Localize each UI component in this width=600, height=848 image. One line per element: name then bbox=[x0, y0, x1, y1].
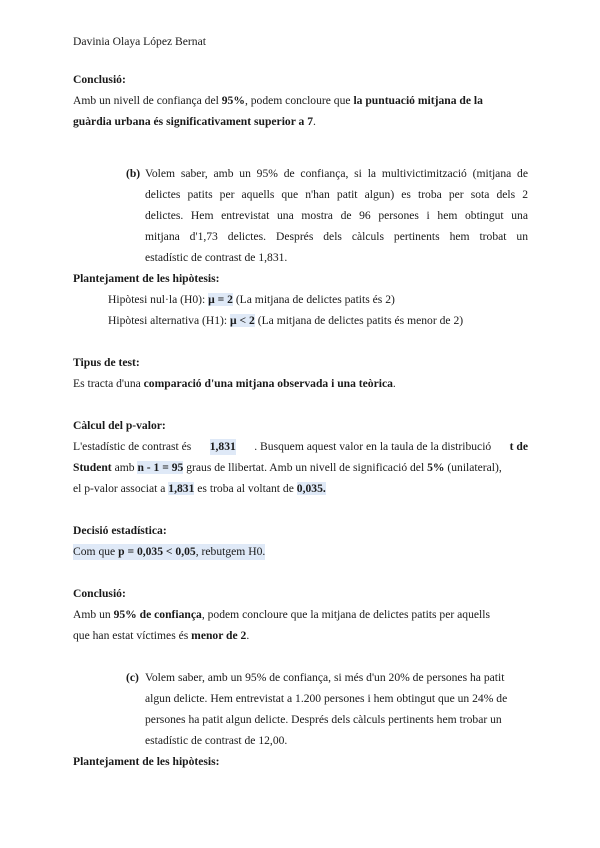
part-b-decision-text: Com que p = 0,035 < 0,05, rebutgem H0. bbox=[73, 545, 266, 558]
part-b-h1: Hipòtesi alternativa (H1): μ < 2 (La mitjana de delictes patits és menor de 2) bbox=[108, 314, 464, 327]
part-b-conclusion-line-1: Amb un 95% de confiança, podem concloure que la mitjana de delictes patits per aquells bbox=[73, 608, 490, 621]
part-c-line-4: estadístic de contrast de 12,00. bbox=[145, 734, 288, 747]
conclusion-a-heading: Conclusió: bbox=[73, 73, 126, 86]
part-c-hypothesis-heading: Plantejament de les hipòtesis: bbox=[73, 755, 220, 768]
part-b-line-4: mitjana d'1,73 delictes. Després dels càlculs pertinents hem trobat un bbox=[145, 230, 528, 243]
part-b-pvalue-heading: Càlcul del p-valor: bbox=[73, 419, 166, 432]
part-b-line-5: estadístic de contrast de 1,831. bbox=[145, 251, 288, 264]
part-b-line-3: delictes. Hem entrevistat una mostra de 96 persones i hem obtingut una bbox=[145, 209, 528, 222]
part-b-line-2: delictes patits per aquells que n'han patit algun) es troba per sota dels 2 bbox=[145, 188, 528, 201]
part-b-label: (b) bbox=[126, 167, 141, 180]
part-b-pvalue-line-3: el p-valor associat a 1,831 es troba al voltant de 0,035. bbox=[73, 482, 326, 495]
part-b-h0: Hipòtesi nul·la (H0): μ = 2 (La mitjana de delictes patits és 2) bbox=[108, 293, 395, 306]
part-b-pvalue-line-2: Student amb n - 1 = 95 graus de llibertat. Amb un nivell de significació del 5% (unilateral), bbox=[73, 461, 502, 474]
part-b-hypothesis-heading: Plantejament de les hipòtesis: bbox=[73, 272, 220, 285]
part-b-pvalue-line-1: L'estadístic de contrast és 1,831 . Busquem aquest valor en la taula de la distribució t de bbox=[73, 440, 528, 453]
part-b-test-text: Es tracta d'una comparació d'una mitjana observada i una teòrica. bbox=[73, 377, 396, 390]
part-b-conclusion-heading: Conclusió: bbox=[73, 587, 126, 600]
part-b-line-1: Volem saber, amb un 95% de confiança, si la multivictimització (mitjana de bbox=[145, 167, 528, 180]
part-c-label: (c) bbox=[126, 671, 139, 684]
part-c-line-1: Volem saber, amb un 95% de confiança, si més d'un 20% de persones ha patit bbox=[145, 671, 505, 684]
part-b-test-heading: Tipus de test: bbox=[73, 356, 140, 369]
part-b-conclusion-line-2: que han estat víctimes és menor de 2. bbox=[73, 629, 250, 642]
conclusion-a-line-2: guàrdia urbana és significativament superior a 7. bbox=[73, 115, 316, 128]
part-c-line-3: persones ha patit algun delicte. Després dels càlculs pertinents hem trobar un bbox=[145, 713, 502, 726]
part-b-decision-heading: Decisió estadística: bbox=[73, 524, 167, 537]
page-header-author: Davinia Olaya López Bernat bbox=[73, 35, 206, 48]
conclusion-a-line-1: Amb un nivell de confiança del 95%, podem concloure que la puntuació mitjana de la bbox=[73, 94, 483, 107]
part-c-line-2: algun delicte. Hem entrevistat a 1.200 persones i hem obtingut que un 24% de bbox=[145, 692, 508, 705]
